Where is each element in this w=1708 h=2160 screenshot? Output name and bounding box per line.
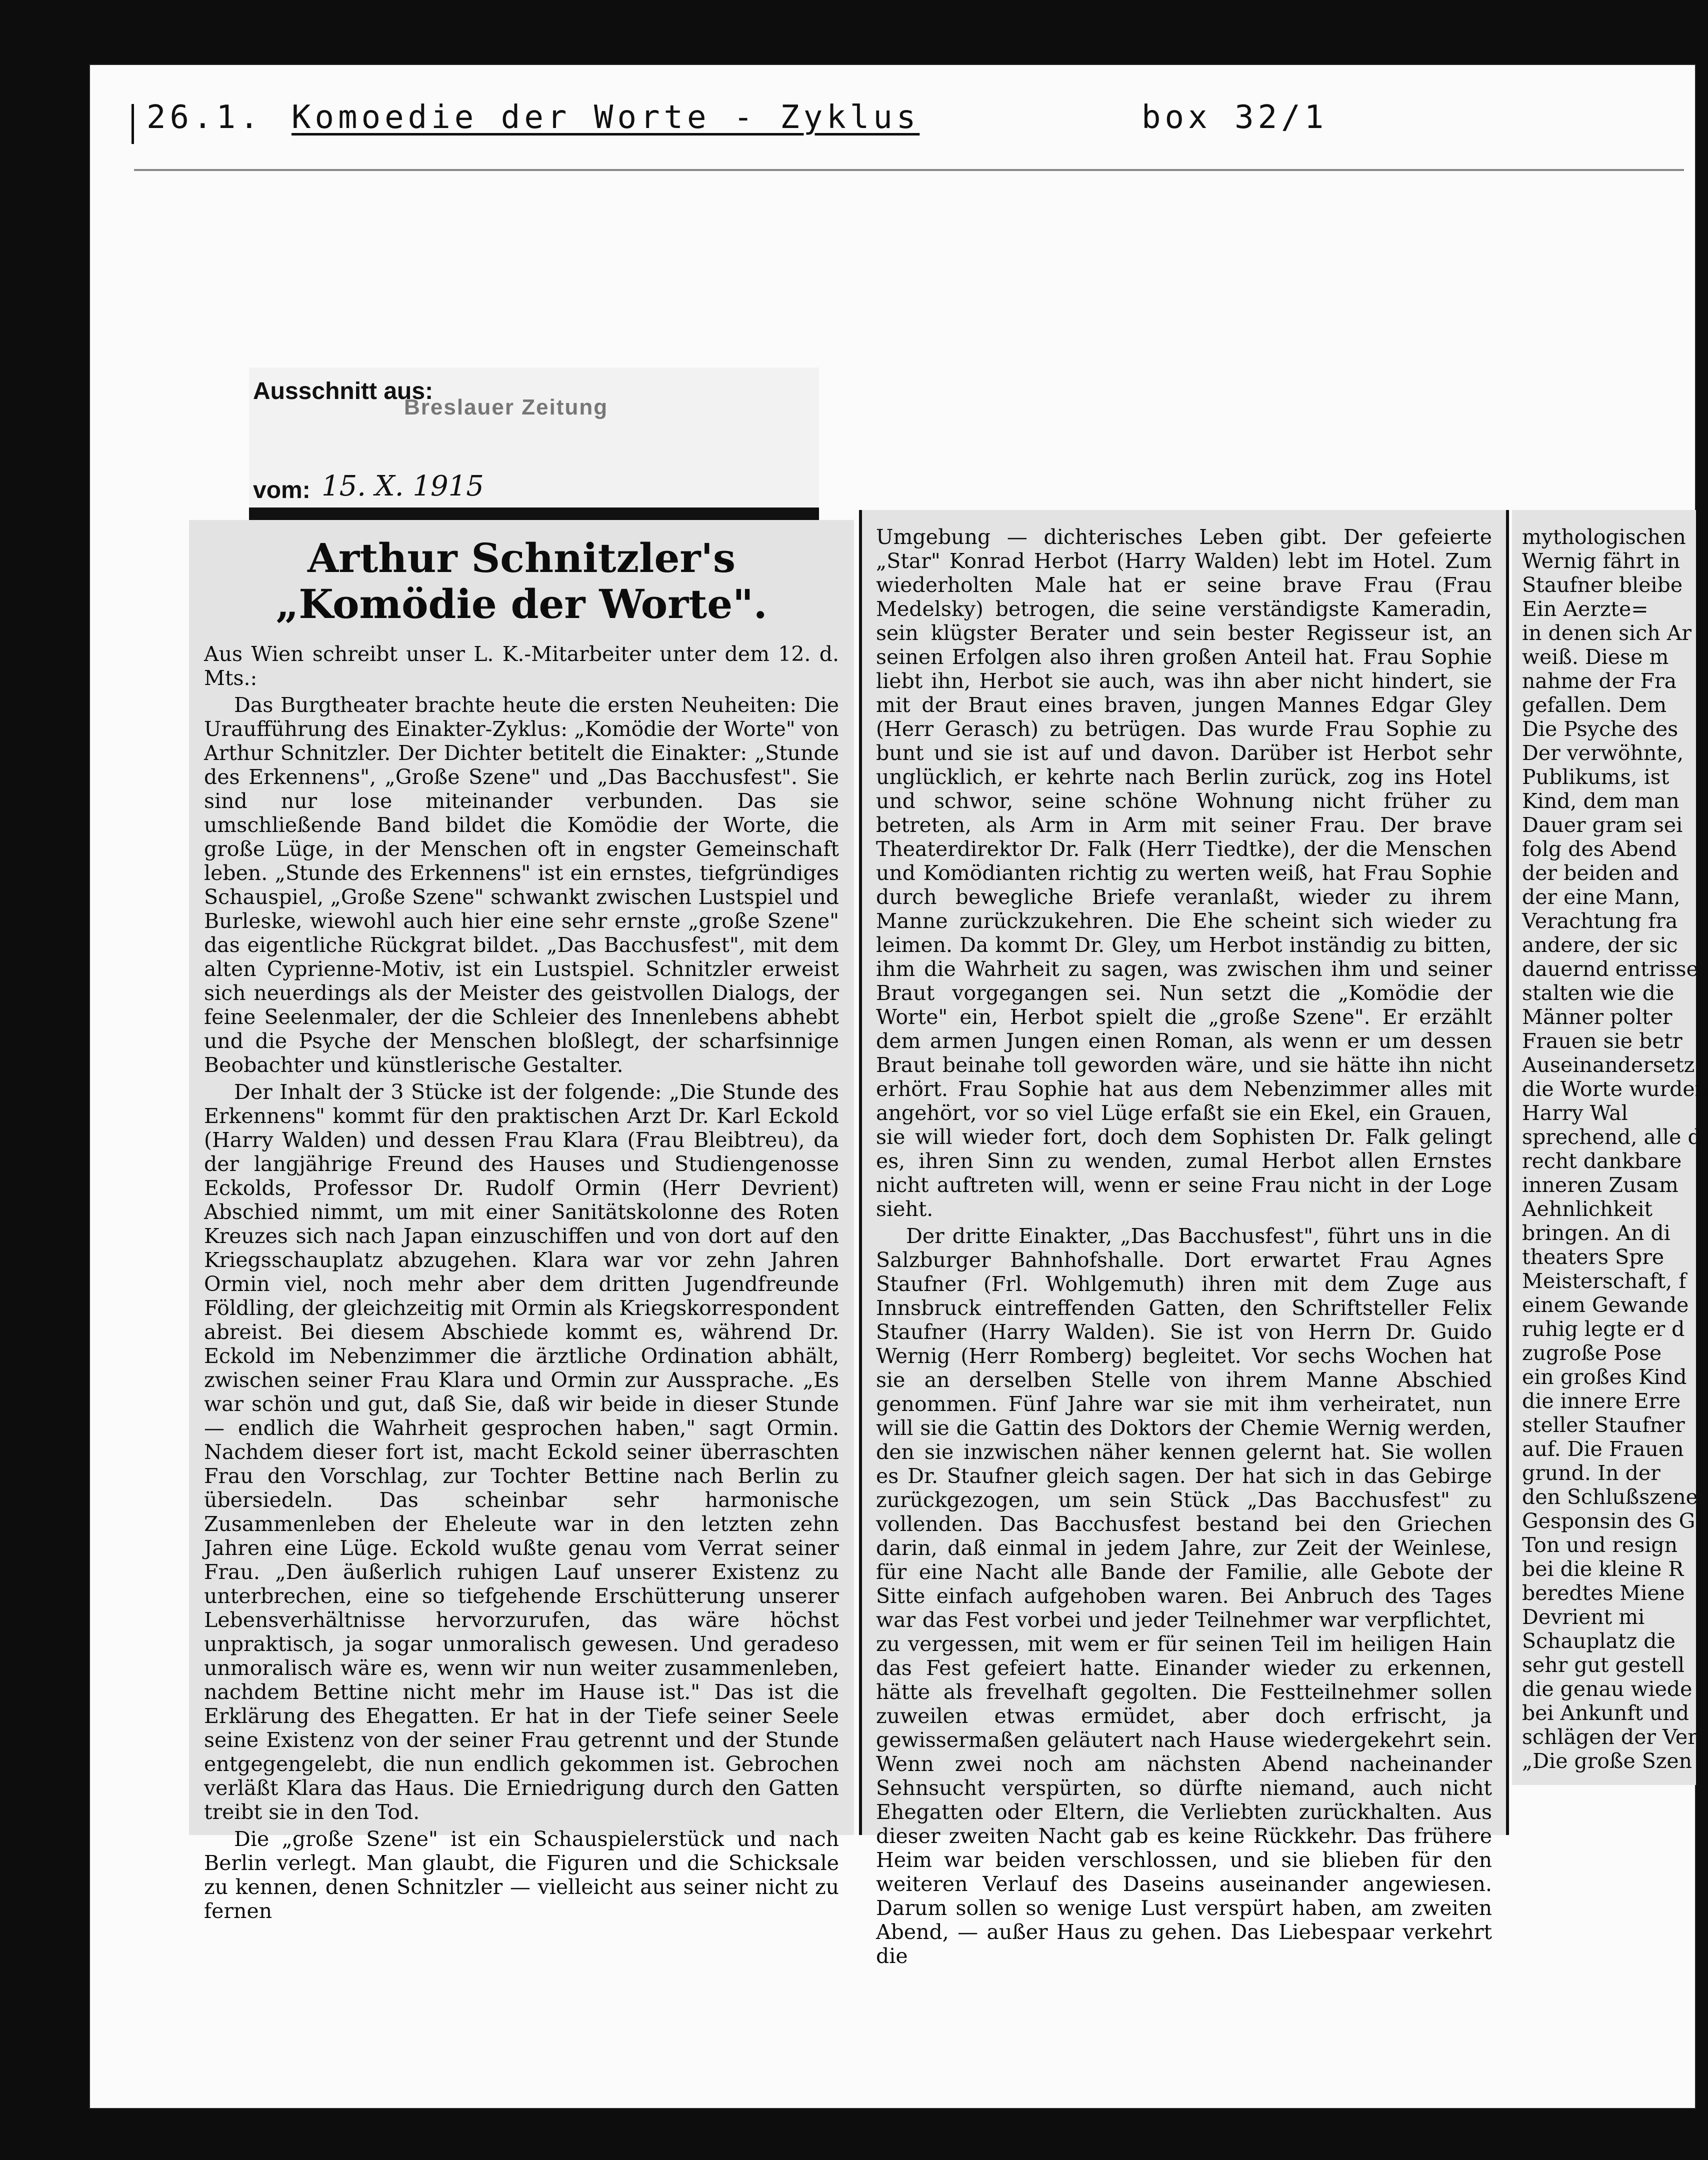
column-line: die innere Erre [1522,1389,1681,1413]
archive-header [146,99,1546,154]
column-line: Staufner bleibe [1522,573,1683,597]
article-paragraph: Umgebung — dichterisches Leben gibt. Der gefeierte „Star" Konrad Herbot (Harry Walden) lebt im Hotel. Zum wiederholten Male hat er seine brave Frau (Frau Medelsky) betrogen, die seine verständigste Kameradin, sein klügster Berater und sein bester Regisseur ist, an seinen Erfolgen also ihren großen Anteil hat. Frau Sophie liebt ihn, Herbot sie auch, was ihn aber nicht hindert, sie mit der Braut eines braven, jungen Mannes Edgar Gley (Herr Gerasch) zu betrügen. Das wurde Frau Sophie zu bunt und sie ist auf und davon. Darüber ist Herbot sehr unglücklich, er kehrte nach Berlin zurück, zog ins Hotel und schwor, seine schöne Wohnung nicht früher zu betreten, als Arm in Arm mit seiner Frau. Der brave Theaterdirektor Dr. Falk (Herr Tiedtke), der die Menschen und Komödianten richtig zu werten weiß, hat Frau Sophie durch bewegliche Briefe veranlaßt, wieder zu ihrem Manne zurückzukehren. Die Ehe scheint sich wieder zu leimen. Da kommt Dr. Gley, um Herbot inständig zu bitten, ihm die Wahrheit zu sagen, was zwischen ihm und seiner Braut vorgegangen sei. Nun setzt die „Komödie der Worte" ein, Herbot spielt die „große Szene". Er erzählt dem armen Jungen einen Roman, als wenn er um dessen Braut beinahe toll geworden wäre, und sie hätte ihn nicht erhört. Frau Sophie hat aus dem Nebenzimmer alles mit angehört, vor so viel Lüge erfaßt sie ein Ekel, ein Grauen, sie will wieder fort, doch dem Sophisten Dr. Falk gelingt es, ihren Sinn zu wenden, zumal Herbot allen Ernstes nicht auftreten will, wenn er seine Frau nicht in der Loge sieht. [876,525,1492,1221]
column-line: mythologischen [1522,525,1686,549]
column-line: der eine Mann, [1522,885,1680,909]
column-line: bei die kleine R [1522,1557,1684,1581]
column-line: Ton und resign [1522,1533,1678,1557]
column-line: der beiden and [1522,861,1679,885]
article-column-2 [859,510,1509,1968]
column-line: dauernd entrisse [1522,957,1698,981]
source-label: Ausschnitt aus: [253,378,434,404]
article-paragraph: Der dritte Einakter, „Das Bacchusfest", führt uns in die Salzburger Bahnhofshalle. Dort erwartet Frau Agnes Staufner (Frl. Wohlgemuth) ihren mit dem Zuge aus Innsbruck eintreffenden Gatten, den Schriftsteller Felix Staufner (Harry Walden). Sie ist von Herrn Dr. Guido Wernig (Herr Romberg) begleitet. Vor sechs Wochen hat sie an derselben Stelle von ihrem Manne Abschied genommen. Fünf Jahre war sie mit ihm verheiratet, nun will sie die Gattin des Doktors der Chemie Wernig werden, den sie inzwischen näher kennen gelernt hat. Sie wollen es Dr. Staufner gleich sagen. Der hat sich in das Gebirge zurückgezogen, um sein Stück „Das Bacchusfest" zu vollenden. Das Bacchusfest bestand bei den Griechen darin, daß einmal in jedem Jahre, zur Zeit der Weinlese, für eine Nacht alle Bande der Familie, alle Gebote der Sitte einfach aufgehoben waren. Bei Anbruch des Tages war das Fest vorbei und jeder Teilnehmer war verpflichtet, zu vergessen, mit wem er für seinen Teil im heiligen Hain das Fest gefeiert hatte. Einander wieder zu erkennen, hätte als frevelhaft gegolten. Die Festteilnehmer sollen zuweilen etwas ermüdet, aber doch erfrischt, ja gewissermaßen geläutert nach Hause wiedergekehrt sein. Wenn zwei noch am nächsten Abend nacheinander Sehnsucht verspürten, so dürfte niemand, auch nicht Ehegatten oder Eltern, die Verliebten zurückhalten. Aus dieser zweiten Nacht gab es keine Rückkehr. Das frühere Heim war beiden verschlossen, und sie blieben für den weiteren Verlauf des Daseins auseinander angewiesen. Darum sollen so wenige Lust verspürt haben, am zweiten Abend, — außer Haus zu gehen. Das Liebespaar verkehrt die [876,1224,1492,1968]
column-line: die genau wiede [1522,1677,1692,1701]
column-line: Die Psyche des [1522,717,1678,741]
column-line: weiß. Diese m [1522,645,1669,669]
archive-id: 26.1. [146,99,263,136]
column-line: die Worte wurden [1522,1077,1708,1101]
column-line: Schauplatz die [1522,1629,1676,1653]
column-line: stalten wie die [1522,981,1674,1005]
column-line: Dauer gram sei [1522,813,1683,837]
handwritten-date: 15. X. 1915 [322,470,484,502]
column-line: Verachtung fra [1522,909,1678,933]
article-paragraph: Der Inhalt der 3 Stücke ist der folgende: „Die Stunde des Erkennens" kommt für den praktischen Arzt Dr. Karl Eckold (Harry Walden) und dessen Frau Klara (Frau Bleibtreu), da der langjährige Freund des Hauses und Studiengenosse Eckolds, Professor Dr. Rudolf Ormin (Herr Devrient) Abschied nimmt, um mit einer Sanitätskolonne des Roten Kreuzes sich nach Japan einzuschiffen und von dort auf den Kriegsschauplatz abzugehen. Klara war vor zehn Jahren Ormin viel, noch mehr aber dem dritten Jugendfreunde Földling, der gleichzeitig mit Ormin als Kriegskorrespondent abreist. Bei diesem Abschiede kommt es, während Dr. Eckold im Nebenzimmer die ärztliche Ordination abhält, zwischen seiner Frau Klara und Ormin zur Aussprache. „Es war schön und gut, daß Sie, daß wir beide in dieser Stunde — endlich die Wahrheit gesprochen haben," sagt Ormin. Nachdem dieser fort ist, macht Eckold seiner überraschten Frau den Vorschlag, zur Tochter Bettine nach Berlin zu übersiedeln. Das scheinbar sehr harmonische Zusammenleben der Eheleute war in den letzten zehn Jahren eine Lüge. Eckold wußte genau vom Verrat seiner Frau. „Den äußerlich ruhigen Lauf unserer Existenz zu unterbrechen, eine so tiefgehende Erschütterung unserer Lebensverhältnisse hervorzurufen, das wäre höchst unpraktisch, ja sogar unmoralisch gewesen. Und geradeso unmoralisch wäre es, wenn wir nun weiter zusammenleben, nachdem Bettine nicht mehr im Hause ist." Das ist die Erklärung des Ehegatten. Er hat in der Tiefe seiner Seele seine Existenz von der seiner Frau getrennt und der Stunde entgegengelebt, die nun endlich gekommen ist. Gebrochen verläßt Klara das Haus. Die Erniedrigung durch den Gatten treibt sie in den Tod. [204,1080,839,1824]
column-line: Publikums, ist [1522,765,1670,789]
column-line: nahme der Fra [1522,669,1677,693]
column-line: gefallen. Dem [1522,693,1667,717]
column-line: Meisterschaft, f [1522,1269,1686,1293]
column-line: in denen sich Ar [1522,621,1692,645]
column-line: einem Gewande [1522,1293,1689,1317]
archive-title: Komoedie der Worte - Zyklus [292,99,920,136]
margin-mark [132,104,134,144]
column-line: bei Ankunft und [1522,1701,1690,1725]
column-line: Wernig fährt in [1522,549,1680,573]
article-paragraph: Das Burgtheater brachte heute die ersten Neuheiten: Die Uraufführung des Einakter-Zyklus: „Komödie der Worte" von Arthur Schnitzler. Der Dichter betitelt die Einakter: „Stunde des Erkennens", „Große Szene" und „Das Bacchusfest". Sie sind nur lose miteinander verbunden. Das sie umschließende Band bildet die Komödie der Worte, die große Lüge, in der Menschen oft in engster Gemeinschaft leben. „Stunde des Erkennens" ist ein ernstes, tiefgründiges Schauspiel, „Große Szene" schwankt zwischen Lustspiel und Burleske, wiewohl auch hier eine sehr ernste „große Szene" das eigentliche Rückgrat bildet. „Das Bacchusfest", mit dem alten Cyprienne-Motiv, ist ein Lustspiel. Schnitzler erweist sich neuerdings als der Meister des geistvollen Dialogs, der feine Seelenmaler, der die Schleier des Innenlebens abhebt und die Psyche der Menschen bloßlegt, der scharfsinnige Beobachter und künstlerische Gestalter. [204,693,839,1077]
date-label: vom: [253,477,310,504]
column-line: Devrient mi [1522,1605,1645,1629]
column-line: sehr gut gestell [1522,1653,1685,1677]
column-line: sprechend, alle d [1522,1125,1701,1149]
column-line: grund. In der [1522,1461,1660,1485]
slip-bottom-bar [249,508,819,520]
column-line: schlägen der Ver [1522,1725,1698,1749]
newspaper-stamp: Breslauer Zeitung [404,395,608,420]
column-line: den Schlußszene [1522,1485,1698,1509]
column-line: „Die große Szen [1522,1749,1692,1773]
column-line: Aehnlichkeit [1522,1197,1652,1221]
article-paragraph: Aus Wien schreibt unser L. K.-Mitarbeiter unter dem 12. d. Mts.: [204,642,839,690]
article-headline: Arthur Schnitzler's „Komödie der Worte". [276,534,768,628]
column-line: Gesponsin des G [1522,1509,1696,1533]
article-paragraph: Die „große Szene" ist ein Schauspielerstück und nach Berlin verlegt. Man glaubt, die Figuren und die Schicksale zu kennen, denen Schnitzler — vielleicht aus seiner nicht zu fernen [204,1827,839,1923]
article-column-1 [189,520,854,1923]
column-line: inneren Zusam [1522,1173,1678,1197]
column-line: Frauen sie betr [1522,1029,1682,1053]
header-rule [134,169,1684,171]
column-line: Männer polter [1522,1005,1672,1029]
box-number: box 32/1 [1142,99,1328,136]
column-line: recht dankbare [1522,1149,1682,1173]
column-line: ein großes Kind [1522,1365,1687,1389]
column-line: Ein Aerzte= [1522,597,1648,621]
column-line: theaters Spre [1522,1245,1664,1269]
column-line: folg des Abend [1522,837,1677,861]
column-line: andere, der sic [1522,933,1678,957]
column-line: steller Staufner [1522,1413,1685,1437]
column-line: Auseinandersetz [1522,1053,1695,1077]
column-line: auf. Die Frauen [1522,1437,1684,1461]
clipping-source-slip [249,368,819,518]
column-line: Kind, dem man [1522,789,1680,813]
column-line: Der verwöhnte, [1522,741,1684,765]
column-line: ruhig legte er d [1522,1317,1685,1341]
column-line: Harry Wal [1522,1101,1628,1125]
column-line: beredtes Miene [1522,1581,1685,1605]
article-column-3 [1512,510,1708,1785]
column-line: bringen. An di [1522,1221,1670,1245]
column-line: zugroße Pose [1522,1341,1662,1365]
